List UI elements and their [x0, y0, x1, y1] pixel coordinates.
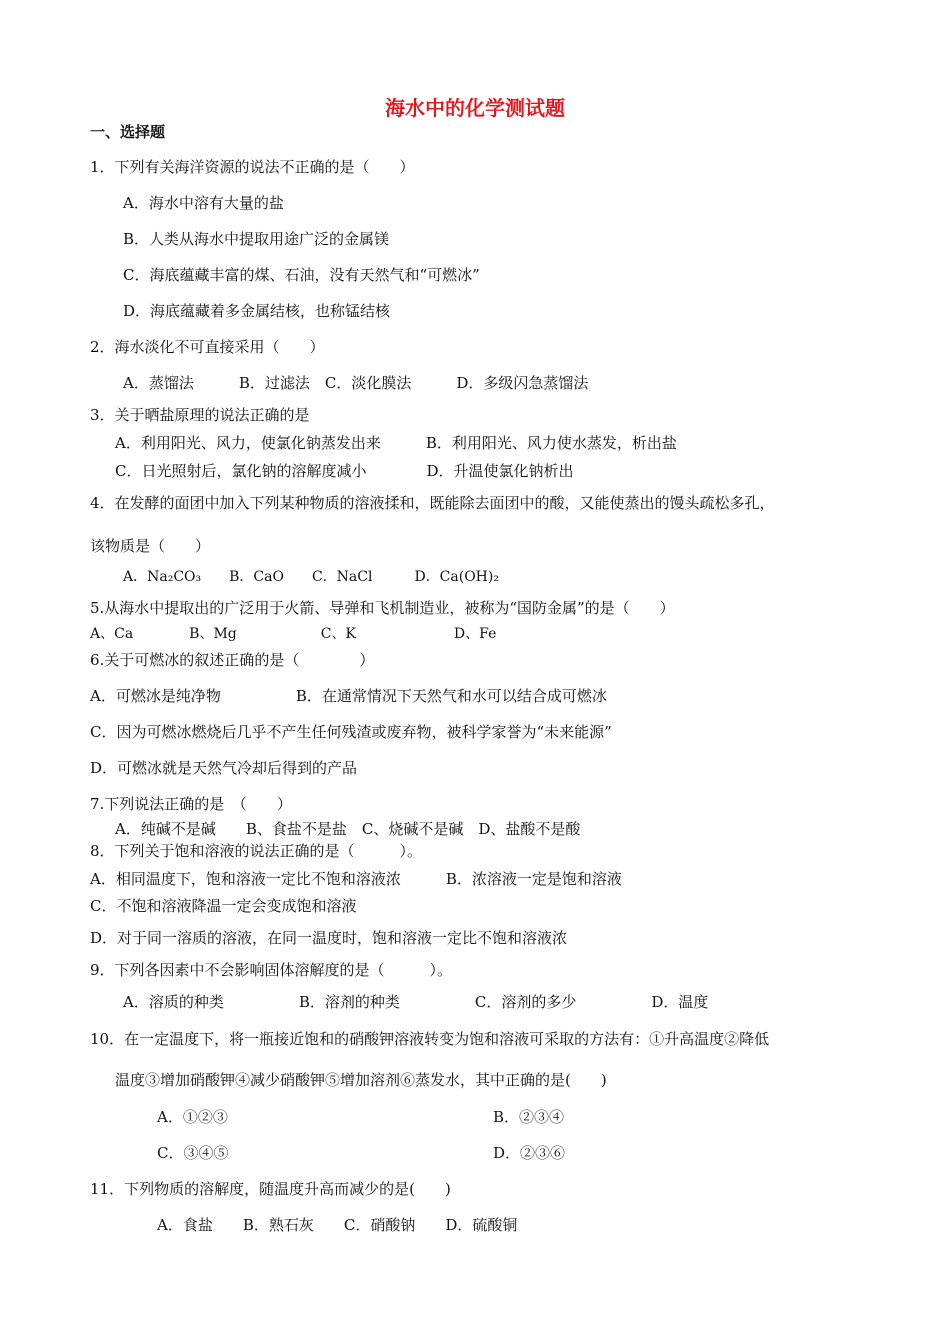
q1-option-d: D．海底蕴藏着多金属结核，也称锰结核: [123, 302, 391, 320]
q10-option-c: C．③④⑤: [157, 1144, 229, 1162]
question-10: 10．在一定温度下，将一瓶接近饱和的硝酸钾溶液转变为饱和溶液可采取的方法有：①升高温度②降低: [90, 1030, 770, 1048]
q3-options-ab: A．利用阳光、风力，使氯化钠蒸发出来 B．利用阳光、风力使水蒸发，析出盐: [115, 434, 677, 452]
q6-options-ab: A．可燃冰是纯净物 B．在通常情况下天然气和水可以结合成可燃冰: [90, 687, 607, 705]
q11-options: A．食盐 B．熟石灰 C．硝酸钠 D．硫酸铜: [157, 1216, 518, 1234]
q10-option-b: B．②③④: [493, 1108, 565, 1126]
question-7: 7.下列说法正确的是 （ ）: [90, 795, 292, 813]
q6-option-c: C．因为可燃冰燃烧后几乎不产生任何残渣或废弃物，被科学家誉为“未来能源”: [90, 723, 612, 741]
q6-option-d: D．可燃冰就是天然气冷却后得到的产品: [90, 759, 358, 777]
q8-option-c: C．不饱和溶液降温一定会变成饱和溶液: [90, 897, 357, 915]
question-1: 1．下列有关海洋资源的说法不正确的是（ ）: [90, 158, 415, 176]
page-title: 海水中的化学测试题: [385, 96, 565, 120]
q8-options-ab: A．相同温度下，饱和溶液一定比不饱和溶液浓 B．浓溶液一定是饱和溶液: [90, 870, 622, 888]
q1-option-c: C．海底蕴藏丰富的煤、石油，没有天然气和“可燃冰”: [123, 266, 480, 284]
q10-option-a: A．①②③: [157, 1108, 228, 1126]
question-8: 8．下列关于饱和溶液的说法正确的是（ ）。: [90, 842, 423, 860]
q10-option-d: D．②③⑥: [493, 1144, 566, 1162]
q2-options: A．蒸馏法 B．过滤法 C．淡化膜法 D．多级闪急蒸馏法: [123, 374, 589, 392]
question-2: 2．海水淡化不可直接采用（ ）: [90, 338, 325, 356]
section-heading: 一、选择题: [90, 123, 166, 141]
question-3: 3．关于晒盐原理的说法正确的是: [90, 406, 310, 424]
q9-options: A．溶质的种类 B．溶剂的种类 C．溶剂的多少 D．温度: [123, 993, 709, 1011]
q1-option-a: A．海水中溶有大量的盐: [123, 194, 284, 212]
question-4-cont: 该物质是（ ）: [90, 537, 211, 555]
q1-option-b: B．人类从海水中提取用途广泛的金属镁: [123, 230, 390, 248]
q8-option-d: D．对于同一溶质的溶液，在同一温度时，饱和溶液一定比不饱和溶液浓: [90, 929, 568, 947]
q4-options: A．Na₂CO₃ B．CaO C．NaCl D．Ca(OH)₂: [123, 569, 499, 585]
question-11: 11．下列物质的溶解度，随温度升高而减少的是( ): [90, 1180, 451, 1198]
q3-options-cd: C．日光照射后，氯化钠的溶解度减小 D．升温使氯化钠析出: [115, 462, 574, 480]
question-6: 6.关于可燃冰的叙述正确的是（ ）: [90, 651, 375, 669]
question-5: 5.从海水中提取出的广泛用于火箭、导弹和飞机制造业，被称为“国防金属”的是（ ）: [90, 599, 675, 617]
q5-options: A、Ca B、Mg C、K D、Fe: [90, 626, 497, 642]
question-4: 4．在发酵的面团中加入下列某种物质的溶液揉和，既能除去面团中的酸，又能使蒸出的馒头疏松多孔，: [90, 494, 775, 512]
question-10-cont: 温度③增加硝酸钾④减少硝酸钾⑤增加溶剂⑥蒸发水，其中正确的是( ): [115, 1071, 607, 1089]
q7-options: A．纯碱不是碱 B、食盐不是盐 C、烧碱不是碱 D、盐酸不是酸: [115, 820, 581, 838]
question-9: 9．下列各因素中不会影响固体溶解度的是（ ）。: [90, 961, 453, 979]
